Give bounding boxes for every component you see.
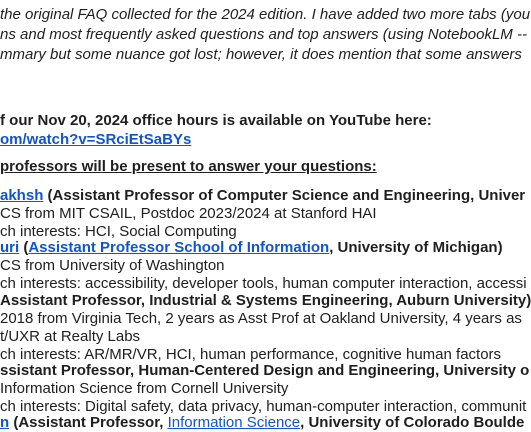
intro-line-3: mmary but some nuance got lost; however, it does mention that some answers bbox=[0, 46, 522, 63]
professor-3-education: 2018 from Virginia Tech, 2 years as Asst Prof at Oakland University, 4 years as bbox=[0, 310, 522, 327]
professor-2-name-link[interactable]: uri bbox=[0, 239, 20, 256]
professor-2-affiliation: , University of Michigan) bbox=[329, 239, 503, 256]
office-hours-heading: f our Nov 20, 2024 office hours is available on YouTube here: bbox=[0, 112, 432, 129]
professor-2-interests: ch interests: accessibility, developer tools, human computer interaction, accessi bbox=[0, 275, 527, 292]
professor-3-industry: t/UXR at Realty Labs bbox=[0, 328, 141, 345]
professor-2-department-link[interactable]: Assistant Professor School of Information bbox=[28, 239, 330, 256]
professor-4-title: ssistant Professor, Human-Centered Design and Engineering, University o bbox=[0, 362, 530, 379]
professor-1-title bbox=[0, 187, 525, 205]
professor-4-education: Information Science from Cornell University bbox=[0, 380, 289, 397]
professor-3-title: Assistant Professor, Industrial & Systems Engineering, Auburn University) bbox=[0, 292, 531, 309]
professor-1-affiliation: (Assistant Professor of Computer Science and Engineering, Univer bbox=[43, 187, 526, 204]
youtube-link[interactable]: om/watch?v=SRciEtSaBYs bbox=[0, 131, 192, 148]
professor-5-role: (Assistant Professor, bbox=[9, 414, 168, 431]
professor-4-interests: ch interests: Digital safety, data privacy, human-computer interaction, communit bbox=[0, 398, 527, 415]
intro-line-2: ns and most frequently asked questions and top answers (using NotebookLM -- bbox=[0, 26, 527, 43]
professor-2-title bbox=[0, 239, 503, 257]
professor-5-name-link[interactable]: n bbox=[0, 414, 10, 431]
professor-2-paren: ( bbox=[19, 239, 29, 256]
professor-1-education: CS from MIT CSAIL, Postdoc 2023/2024 at Stanford HAI bbox=[0, 205, 377, 222]
professor-5-department-link[interactable]: Information Science bbox=[167, 414, 301, 431]
professor-2-education: CS from University of Washington bbox=[0, 257, 225, 274]
professor-1-interests: ch interests: HCI, Social Computing bbox=[0, 223, 237, 240]
intro-line-1: the original FAQ collected for the 2024 edition. I have added two more tabs (you bbox=[0, 6, 531, 23]
professor-3-interests: ch interests: AR/MR/VR, HCI, human performance, cognitive human factors bbox=[0, 346, 502, 363]
professor-1-name-link[interactable]: akhsh bbox=[0, 187, 44, 204]
professors-heading: professors will be present to answer your questions: bbox=[0, 158, 377, 175]
professor-5-affiliation: , University of Colorado Boulde bbox=[300, 414, 525, 431]
professor-5-title bbox=[0, 414, 524, 432]
